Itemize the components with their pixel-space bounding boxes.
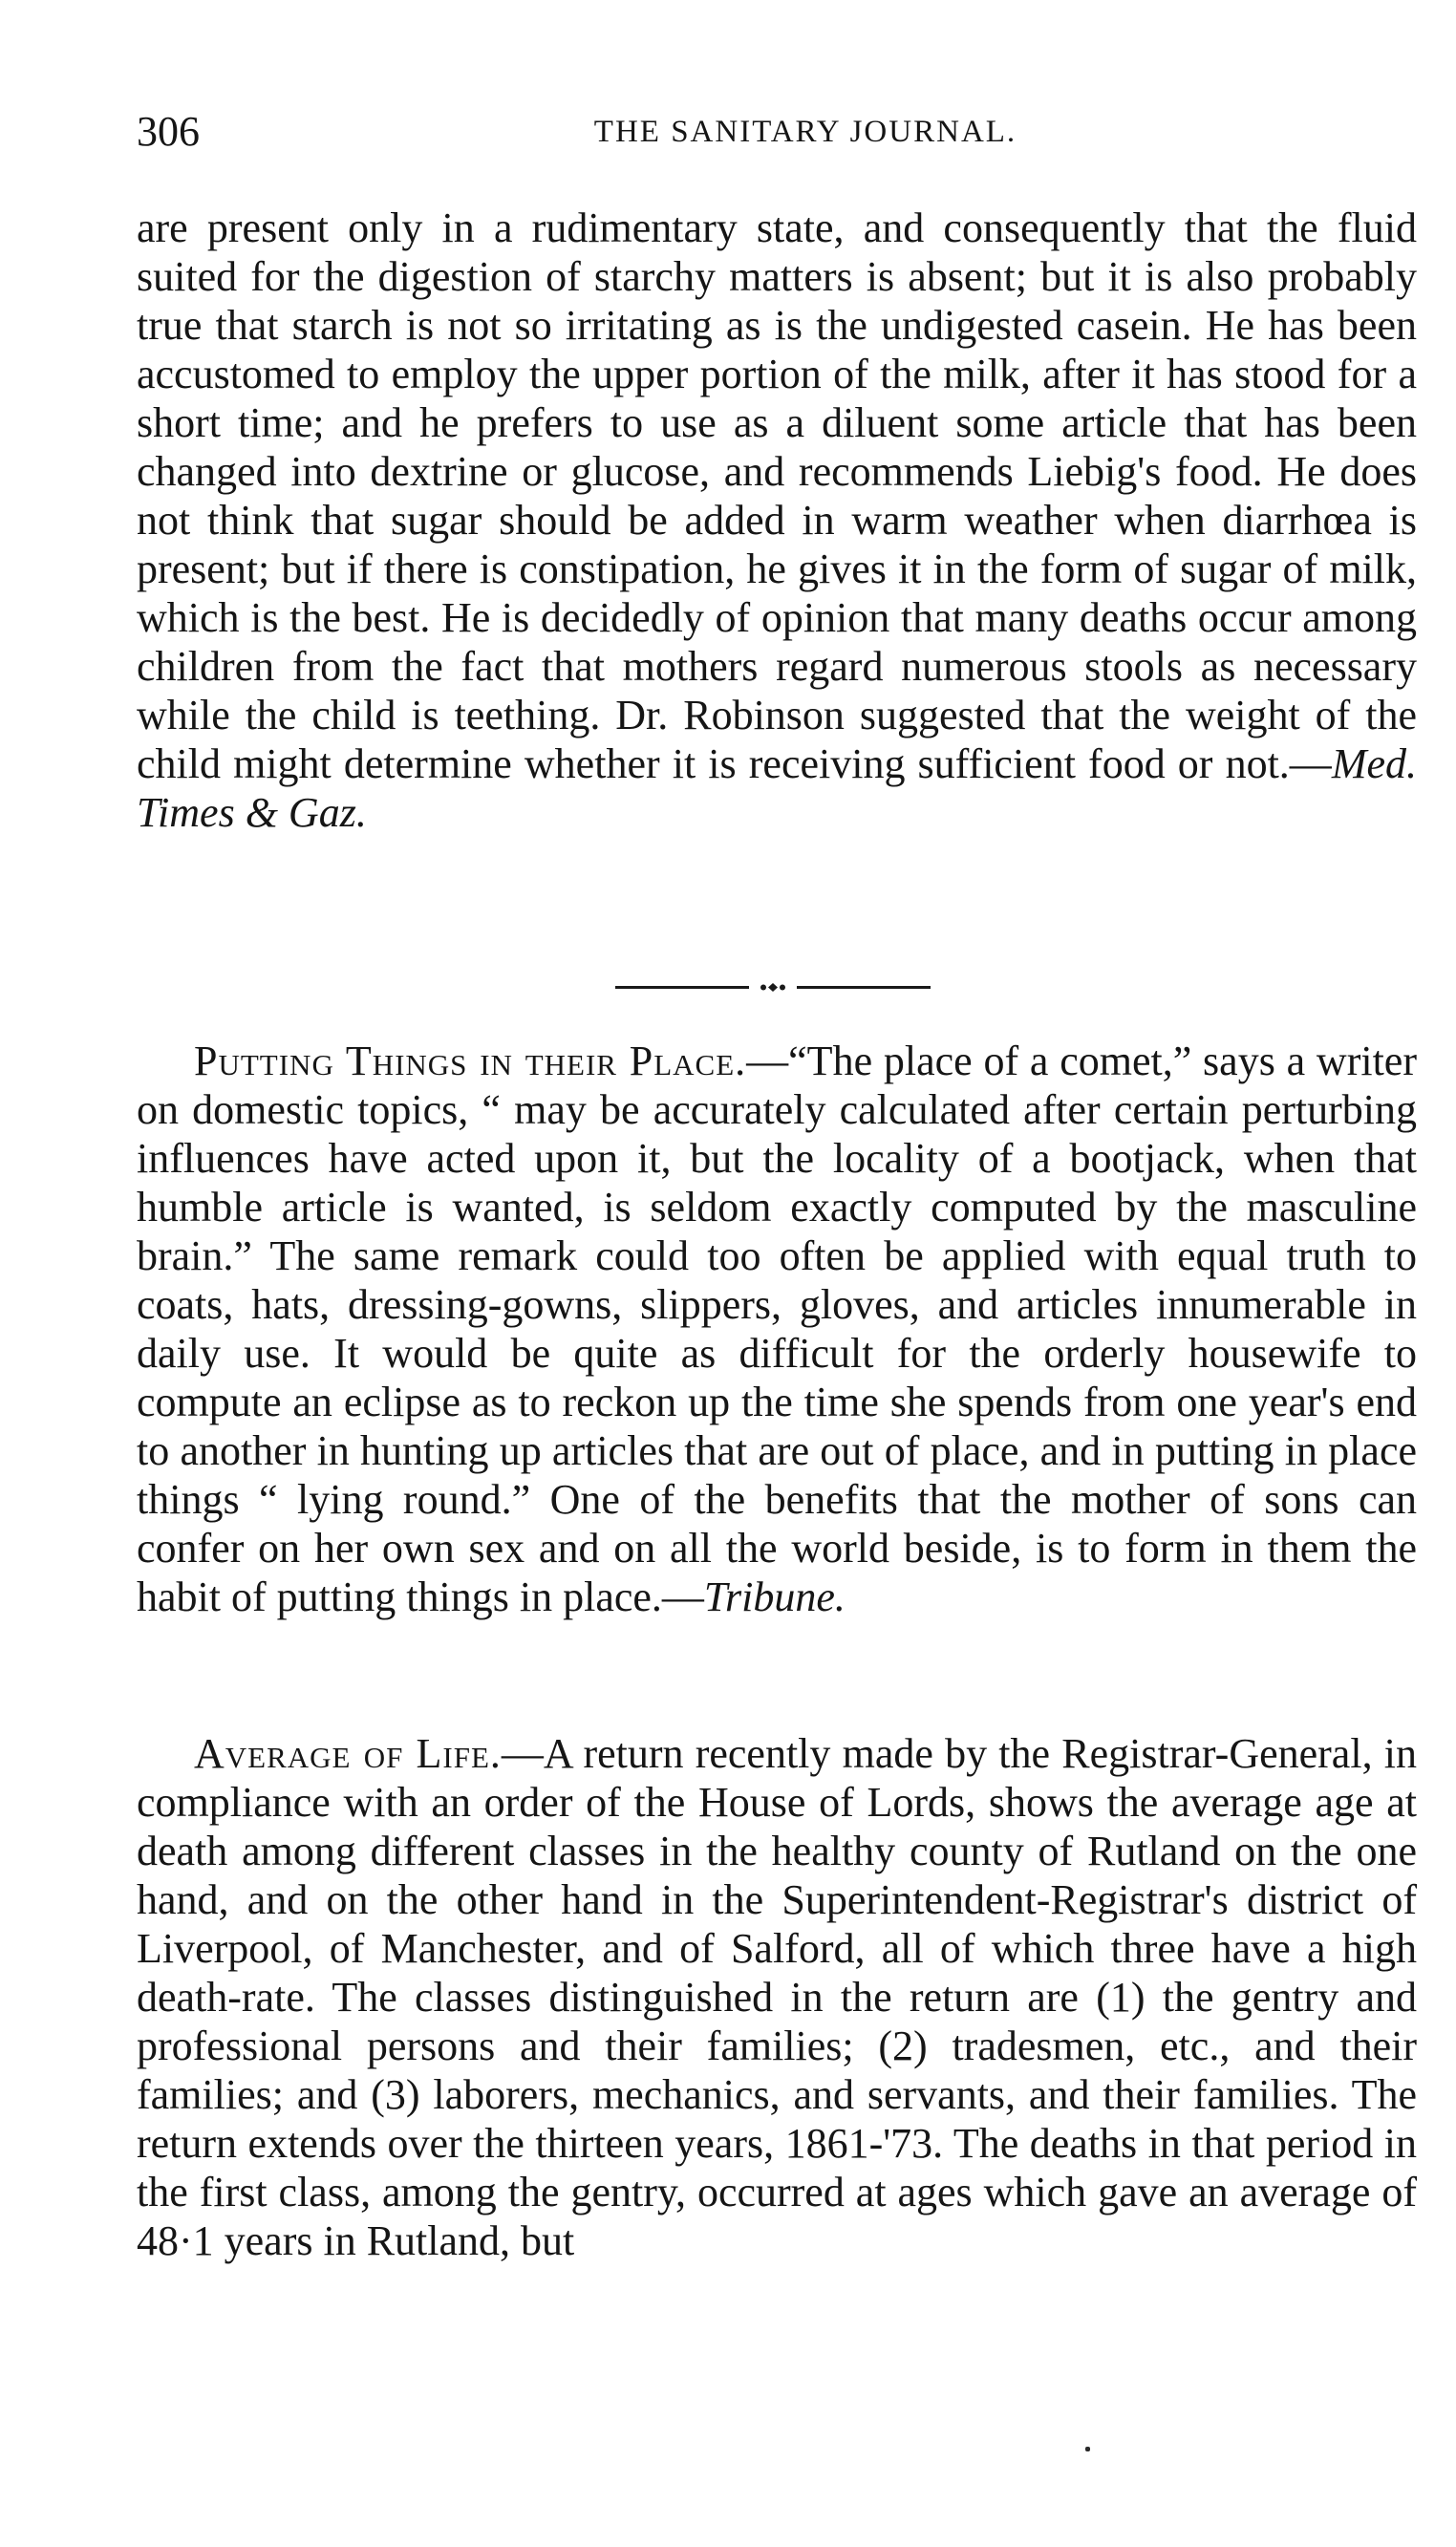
print-speck bbox=[1085, 2447, 1090, 2451]
paragraph-text: are present only in a rudimentary state, and consequently that the fluid suited for the digestion of starchy matters is absent; but it is also probably true that starch is not so irritating as is the undigested casein. He has been accustomed to employ the upper portion of the milk, after it has stood for a short time; and he prefers to use as a diluent some article that has been changed into dextrine or glucose, and recommends Liebig's food. He does not think that sugar should be added in warm weather when diarrhœa is present; but if there is constipation, he gives it in the form of sugar of milk, which is the best. He is decidedly of opinion that many deaths occur among children from the fact that mothers regard numerous stools as necessary while the child is teething. Dr. Robinson suggested that the weight of the child might determine whether it is receiving sufficient food or not.— bbox=[137, 204, 1417, 787]
paragraph-body bbox=[137, 1037, 1417, 1621]
paragraph-text: —A return recently made by the Registrar-General, in compliance with an order of the House of Lords, shows the average age at death among different classes in the healthy county of Rutland on the one hand, and on the other hand in the Superintendent-Registrar's district of Liverpool, of Manchester, and of Salford, all of which three have a high death-rate. The classes distinguished in the return are (1) the gentry and professional persons and their families; (2) tradesmen, etc., and their families; and (3) laborers, mechanics, and servants, and their families. The return extends over the thirteen years, 1861-'73. The deaths in that period in the first class, among the gentry, occurred at ages which gave an average of 48·1 years in Rutland, but bbox=[137, 1730, 1417, 2264]
paragraph-putting-things-in-place bbox=[137, 1037, 1417, 1621]
section-divider bbox=[615, 981, 931, 993]
divider-rule-left bbox=[615, 986, 749, 989]
journal-title: THE SANITARY JOURNAL. bbox=[593, 115, 1017, 149]
section-heading: Average of Life. bbox=[194, 1730, 502, 1777]
divider-rule-right bbox=[797, 986, 931, 989]
source-citation: Med. Times & Gaz. bbox=[137, 740, 1417, 836]
page-header bbox=[137, 103, 1417, 161]
paragraph-body bbox=[137, 1729, 1417, 2265]
section-heading: Putting Things in their Place. bbox=[194, 1038, 747, 1084]
paragraph-average-of-life bbox=[137, 1729, 1417, 2265]
divider-ornament-icon bbox=[759, 982, 787, 993]
paragraph-text: —“The place of a comet,” says a writer on domestic topics, “ may be accurately calculated after certain perturbing influences have acted upon it, but the locality of a bootjack, when that humble article is wanted, is seldom exactly computed by the masculine brain.” The same remark could too often be applied with equal truth to coats, hats, dressing-gowns, slippers, gloves, and articles innumerable in daily use. It would be quite as difficult for the orderly housewife to compute an eclipse as to reckon up the time she spends from one year's end to another in hunting up articles that are out of place, and in putting in place things “ lying round.” One of the benefits that the mother of sons can confer on her own sex and on all the world beside, is to form in them the habit of putting things in place.— bbox=[137, 1038, 1417, 1620]
source-citation: Tribune. bbox=[703, 1573, 846, 1620]
paragraph-body bbox=[137, 203, 1417, 837]
page-number: 306 bbox=[137, 108, 200, 155]
paragraph-infant-feeding bbox=[137, 203, 1417, 837]
